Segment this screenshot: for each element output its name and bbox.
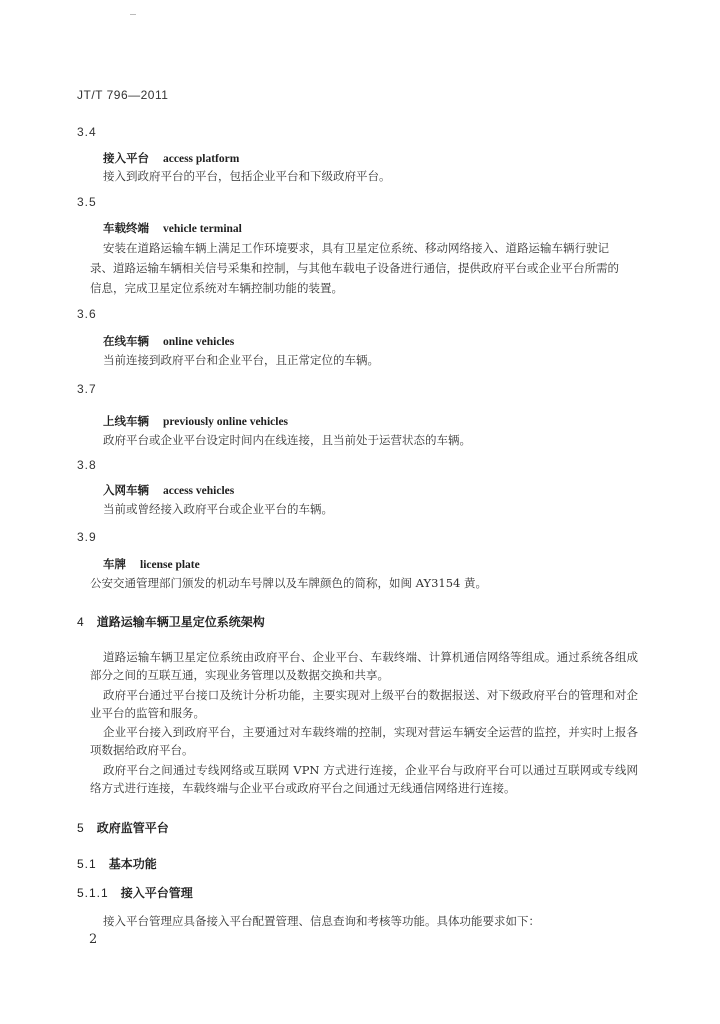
body-paragraph: 道路运输车辆卫星定位系统由政府平台、企业平台、车载终端、计算机通信网络等组成。通过系统各组成部分之间的互联互通，实现业务管理以及数据交换和共享。 [90,650,638,682]
term-cn: 上线车辆 [103,414,149,428]
term-heading [103,556,200,572]
subsubsection-heading [77,884,193,901]
term-definition: 公安交通管理部门颁发的机动车号牌以及车牌颜色的简称，如闽 AY3154 黄。 [90,576,488,590]
page-number: 2 [89,932,98,947]
section-title: 基本功能 [108,857,157,871]
term-cn: 入网车辆 [103,483,149,497]
clause-number: 3.8 [77,458,97,472]
section-heading [77,819,169,836]
term-definition: 信息，完成卫星定位系统对车辆控制功能的装置。 [90,281,343,295]
term-heading [103,482,234,498]
standard-code-header: JT/T 796—2011 [77,88,169,102]
body-paragraph: 企业平台接入到政府平台，主要通过对车载终端的控制，实现对营运车辆安全运营的监控，并实时上报各项数据给政府平台。 [90,725,638,757]
term-en: access vehicles [163,485,235,497]
section-number: 5 [77,821,85,835]
clause-number: 3.7 [77,382,97,396]
term-heading [103,333,234,349]
term-cn: 车载终端 [103,221,149,235]
term-definition: 当前或曾经接入政府平台或企业平台的车辆。 [103,502,333,516]
term-en: access platform [163,153,240,165]
section-number: 5.1.1 [77,886,109,900]
term-en: online vehicles [163,336,235,348]
term-heading [103,220,242,236]
section-title: 道路运输车辆卫星定位系统架构 [96,615,265,629]
term-cn: 在线车辆 [103,334,149,348]
term-heading [103,150,239,166]
term-en: license plate [140,559,200,571]
term-definition: 接入到政府平台的平台，包括企业平台和下级政府平台。 [103,169,391,183]
subsection-heading [77,855,157,872]
clause-number: 3.6 [77,307,97,321]
term-heading [103,413,288,429]
term-en: vehicle terminal [163,223,242,235]
term-definition: 政府平台或企业平台设定时间内在线连接，且当前处于运营状态的车辆。 [103,433,471,447]
term-cn: 接入平台 [103,151,149,165]
body-paragraph: 政府平台通过平台接口及统计分析功能，主要实现对上级平台的数据报送、对下级政府平台的管理和对企业平台的监管和服务。 [90,688,638,720]
section-number: 5.1 [77,857,97,871]
section-title: 政府监管平台 [96,821,169,835]
term-en: previously online vehicles [163,416,289,428]
section-number: 4 [77,615,85,629]
clause-number: 3.9 [77,530,97,544]
term-definition: 当前连接到政府平台和企业平台，且正常定位的车辆。 [103,353,379,367]
section-title: 接入平台管理 [120,886,193,900]
scan-mark [130,14,136,15]
clause-number: 3.5 [77,195,97,209]
term-definition: 录、道路运输车辆相关信号采集和控制，与其他车载电子设备进行通信，提供政府平台或企业平台所需的 [90,261,619,275]
body-paragraph: 接入平台管理应具备接入平台配置管理、信息查询和考核等功能。具体功能要求如下： [103,914,540,928]
body-paragraph: 政府平台之间通过专线网络或互联网 VPN 方式进行连接，企业平台与政府平台可以通过互联网或专线网络方式进行连接，车载终端与企业平台或政府平台之间通过无线通信网络进行连接。 [90,763,638,795]
clause-number: 3.4 [77,125,97,139]
term-definition: 安装在道路运输车辆上满足工作环境要求，具有卫星定位系统、移动网络接入、道路运输车辆行驶记 [103,241,609,255]
term-cn: 车牌 [103,557,126,571]
section-heading [77,613,265,630]
